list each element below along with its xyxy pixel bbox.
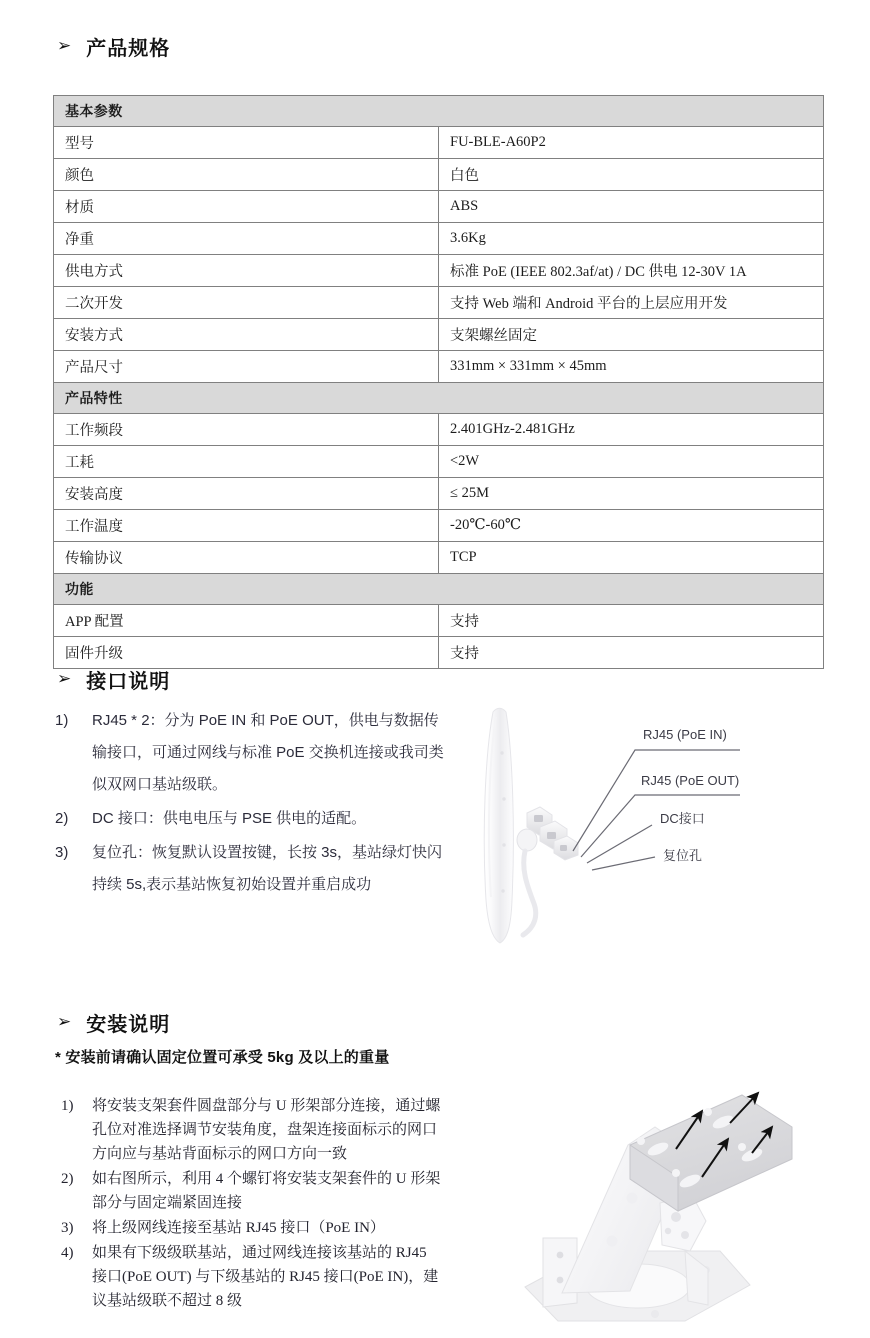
spec-key: 安装高度 (54, 478, 439, 510)
callout-label-dc-port: DC接口 (660, 811, 705, 826)
product-ports-figure (455, 695, 855, 960)
spec-value: 3.6Kg (439, 223, 824, 255)
spec-value: -20℃-60℃ (439, 510, 824, 542)
list-item (55, 1216, 445, 1240)
table-row (54, 414, 824, 446)
callout-label-reset-hole: 复位孔 (663, 848, 703, 863)
spec-key: 工耗 (54, 446, 439, 478)
arrow-bullet-icon: ➢ (57, 36, 73, 55)
list-item-text: 如右图所示，利用 4 个螺钉将安装支架套件的 U 形架部分与固定端紧固连接 (92, 1171, 441, 1211)
callout-label-rj45-poe-out: RJ45 (PoE OUT) (641, 773, 740, 788)
installation-warning-text: * 安装前请确认固定位置可承受 5kg 及以上的重量 (55, 1049, 390, 1066)
spec-key: 产品尺寸 (54, 351, 439, 383)
table-row (54, 287, 824, 319)
list-item-index: 4) (61, 1245, 74, 1261)
spec-key: 供电方式 (54, 255, 439, 287)
spec-key: 颜色 (54, 159, 439, 191)
mounting-bracket-figure (480, 1055, 850, 1330)
spec-value: FU-BLE-A60P2 (439, 127, 824, 159)
spec-value: 支持 (439, 637, 824, 669)
group-header-function: 功能 (54, 574, 824, 605)
bracket-top-plate (630, 1095, 792, 1211)
list-item-text: RJ45 * 2：分为 PoE IN 和 PoE OUT，供电与数据传输接口，可通过网线与标准 PoE 交换机连接或我司类似双网口基站级联。 (92, 712, 444, 793)
table-row (54, 605, 824, 637)
spec-table-body (54, 96, 824, 669)
spec-value: <2W (439, 446, 824, 478)
spec-key: 固件升级 (54, 637, 439, 669)
spec-value: 支持 (439, 605, 824, 637)
callout-label-rj45-poe-in: RJ45 (PoE IN) (643, 727, 727, 742)
table-row (54, 223, 824, 255)
table-group-header-row (54, 96, 824, 127)
list-item (55, 1167, 445, 1215)
list-item (55, 705, 445, 801)
section-title-spec: 产品规格 (86, 38, 171, 60)
table-row (54, 542, 824, 574)
list-item-text: 复位孔：恢复默认设置按键，长按 3s，基站绿灯快闪持续 5s,表示基站恢复初始设置并重启成功 (92, 844, 443, 893)
list-item-text: 如果有下级级联基站，通过网线连接该基站的 RJ45 接口(PoE OUT) 与下级基站的 RJ45 接口(PoE IN)，建议基站级联不超过 8 级 (92, 1245, 439, 1309)
group-header-basic: 基本参数 (54, 96, 824, 127)
ports-diagram-svg (455, 695, 855, 960)
arrow-bullet-icon: ➢ (57, 669, 73, 688)
spec-value: 标准 PoE (IEEE 802.3af/at) / DC 供电 12-30V 1A (439, 255, 824, 287)
spec-key: 工作温度 (54, 510, 439, 542)
interface-description-list (55, 705, 445, 903)
table-row (54, 478, 824, 510)
list-item (55, 803, 445, 835)
spec-key: 型号 (54, 127, 439, 159)
spec-value: ABS (439, 191, 824, 223)
table-row (54, 319, 824, 351)
table-row (54, 127, 824, 159)
spec-key: APP 配置 (54, 605, 439, 637)
list-item-text: 将安装支架套件圆盘部分与 U 形架部分连接，通过螺孔位对准选择调节安装角度，盘架连接面标示的网口方向应与基站背面标示的网口方向一致 (92, 1098, 441, 1162)
table-row (54, 637, 824, 669)
antenna-disc (484, 708, 513, 943)
section-title-interface: 接口说明 (86, 671, 171, 693)
section-title-install: 安装说明 (86, 1014, 171, 1036)
list-item-index: 1) (61, 1098, 74, 1114)
table-row (54, 446, 824, 478)
section-heading-interface (57, 665, 170, 694)
list-item (55, 1241, 445, 1313)
section-heading-spec (57, 32, 170, 61)
spec-value: 2.401GHz-2.481GHz (439, 414, 824, 446)
spec-value: 白色 (439, 159, 824, 191)
table-group-header-row (54, 574, 824, 605)
spec-key: 工作频段 (54, 414, 439, 446)
arrow-bullet-icon: ➢ (57, 1012, 73, 1031)
list-item-text: 将上级网线连接至基站 RJ45 接口（PoE IN） (92, 1220, 385, 1236)
spec-key: 传输协议 (54, 542, 439, 574)
list-item-index: 2) (61, 1171, 74, 1187)
group-header-features: 产品特性 (54, 383, 824, 414)
spec-value: 支持 Web 端和 Android 平台的上层应用开发 (439, 287, 824, 319)
list-item-index: 1) (55, 712, 69, 729)
bracket-diagram-svg (480, 1055, 850, 1330)
table-group-header-row (54, 383, 824, 414)
list-item-index: 3) (55, 844, 69, 861)
list-item-index: 3) (61, 1220, 74, 1236)
installation-steps-list (55, 1094, 445, 1314)
spec-value: ≤ 25M (439, 478, 824, 510)
table-row (54, 191, 824, 223)
table-row (54, 510, 824, 542)
connector-cluster (517, 807, 578, 935)
spec-value: 支架螺丝固定 (439, 319, 824, 351)
list-item-text: DC 接口：供电电压与 PSE 供电的适配。 (92, 810, 367, 827)
specification-table (53, 95, 824, 669)
spec-key: 二次开发 (54, 287, 439, 319)
table-row (54, 159, 824, 191)
section-heading-install (57, 1008, 170, 1037)
table-row (54, 351, 824, 383)
spec-value: 331mm × 331mm × 45mm (439, 351, 824, 383)
list-item (55, 1094, 445, 1166)
callout-leader-lines (573, 750, 740, 870)
list-item-index: 2) (55, 810, 69, 827)
spec-key: 净重 (54, 223, 439, 255)
spec-value: TCP (439, 542, 824, 574)
spec-key: 材质 (54, 191, 439, 223)
table-row (54, 255, 824, 287)
spec-key: 安装方式 (54, 319, 439, 351)
list-item (55, 837, 445, 901)
